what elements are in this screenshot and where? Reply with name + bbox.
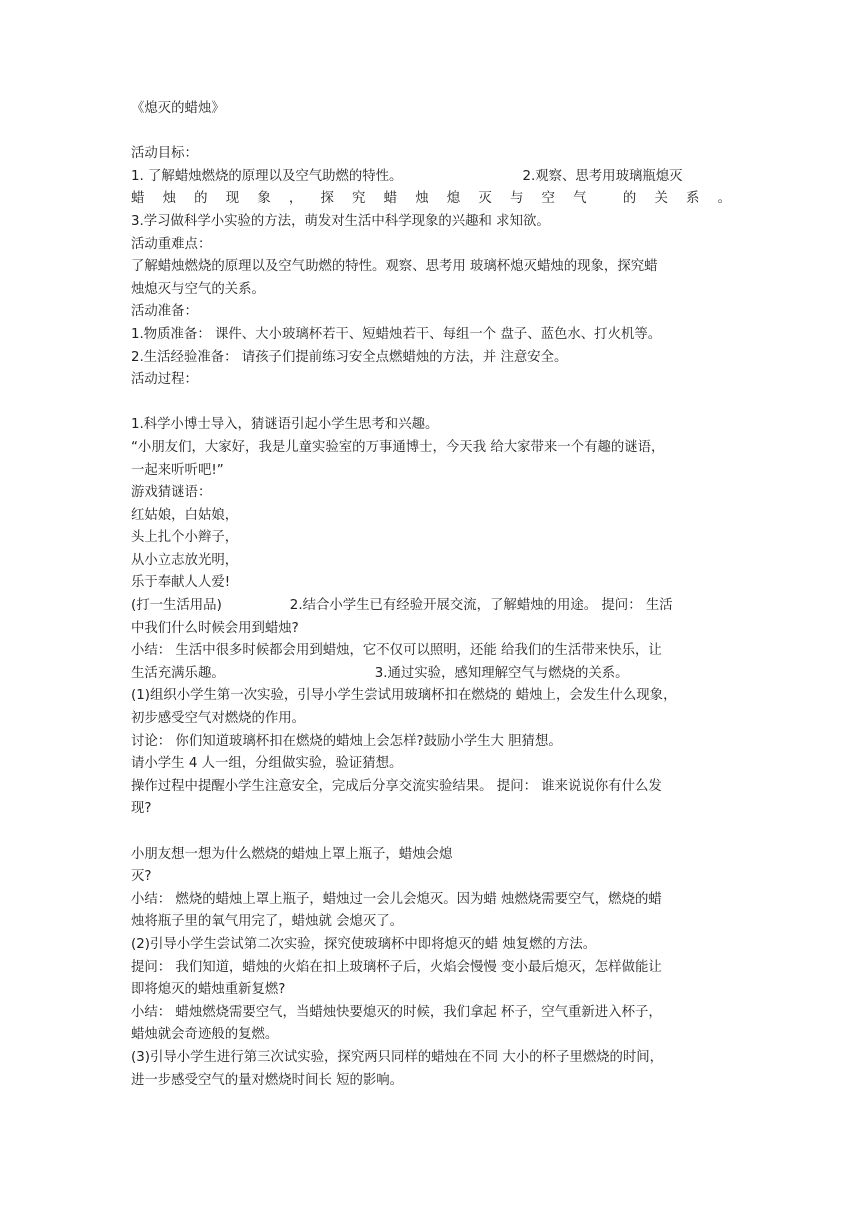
- riddle-line: 头上扎个小辫子，: [131, 530, 239, 546]
- prep-material: 1.物质准备： 课件、大小玻璃杯若干、短蜡烛若干、每组一个 盘子、蓝色水、打火机等。: [131, 326, 662, 342]
- summary-1-line-1: 小结： 生活中很多时候都会用到蜡烛，它不仅可以照明，还能 给我们的生活带来快乐，让: [131, 643, 662, 659]
- goal-char: 熄: [446, 191, 461, 207]
- key-text-2: 烛熄灭与空气的关系。: [131, 281, 265, 297]
- riddle-line: 红姑娘，白姑娘，: [131, 507, 239, 523]
- step-2-continued: 中我们什么时候会用到蜡烛?: [131, 620, 299, 636]
- goal-char: 蜡: [383, 191, 398, 207]
- goal-line-1: [131, 166, 731, 189]
- summary-1-end: 生活充满乐趣。: [131, 665, 225, 681]
- discussion: 讨论： 你们知道玻璃杯扣在燃烧的蜡烛上会怎样?鼓励小学生大 胆猜想。: [131, 733, 562, 749]
- operation-line-2: 现?: [131, 801, 152, 817]
- goal-char: 的: [622, 191, 637, 207]
- riddle-heading: 游戏猜谜语：: [131, 485, 212, 501]
- riddle-line: 从小立志放光明，: [131, 552, 239, 568]
- summary-2-line-2: 烛将瓶子里的氧气用完了，蜡烛就 会熄灭了。: [131, 914, 404, 930]
- riddle-line: 乐于奉献人人爱!: [131, 575, 231, 591]
- question-2-line-2: 即将熄灭的蜡烛重新复燃?: [131, 982, 286, 998]
- question-2-line-1: 提问： 我们知道，蜡烛的火焰在扣上玻璃杯子后，火焰会慢慢 变小最后熄灭，怎样做能让: [131, 959, 662, 975]
- goal-char: 空: [541, 191, 555, 207]
- answer-line: [131, 595, 731, 618]
- goal-char: 灭: [478, 191, 492, 207]
- goal-char: 气: [573, 191, 587, 207]
- goal-char: 系: [686, 191, 700, 207]
- step-1: 1.科学小博士导入，猜谜语引起小学生思考和兴趣。: [131, 417, 439, 433]
- step-3: 3.通过实验，感知理解空气与燃烧的关系。: [374, 665, 629, 681]
- document-title: 《熄灭的蜡烛》: [131, 101, 225, 116]
- quote-line-2: 一起来听听吧!”: [131, 462, 224, 478]
- key-heading: 活动重难点：: [131, 236, 212, 252]
- goal-2-continued: [131, 188, 731, 211]
- operation-line-1: 操作过程中提醒小学生注意安全，完成后分享交流实验结果。 提问： 谁来说说你有什么发: [131, 778, 662, 794]
- experiment-3-line-2: 进一步感受空气的量对燃烧时间长 短的影响。: [131, 1072, 404, 1088]
- goal-char: 的: [194, 191, 208, 207]
- goal-char: 象: [257, 191, 271, 207]
- summary-2-line-1: 小结： 燃烧的蜡烛上罩上瓶子，蜡烛过一会儿会熄灭。因为蜡 烛燃烧需要空气，燃烧的蜡: [131, 891, 662, 907]
- experiment-3-line-1: (3)引导小学生进行第三次试实验，探究两只同样的蜡烛在不同 大小的杯子里燃烧的时间，: [131, 1049, 664, 1065]
- think-line-2: 灭?: [131, 869, 152, 885]
- goal-1: 1. 了解蜡烛燃烧的原理以及空气助燃的特性。: [131, 168, 403, 184]
- summary-3-line-1: 小结： 蜡烛燃烧需要空气，当蜡烛快要熄灭的时候，我们拿起 杯子，空气重新进入杯子，: [131, 1004, 662, 1020]
- goal-char: 究: [352, 191, 366, 207]
- goal-char: 烛: [162, 191, 176, 207]
- document-body: [131, 98, 731, 1092]
- blank-line: [131, 121, 731, 144]
- blank-line: [131, 392, 731, 415]
- think-line-1: 小朋友想一想为什么燃烧的蜡烛上罩上瓶子，蜡烛会熄: [131, 846, 453, 862]
- goal-char: 烛: [415, 191, 429, 207]
- summary-3-line-2: 蜡烛就会奇迹般的复燃。: [131, 1027, 279, 1043]
- goal-char: 。: [717, 191, 731, 207]
- key-text-1: 了解蜡烛燃烧的原理以及空气助燃的特性。观察、思考用 玻璃杯熄灭蜡烛的现象，探究蜡: [131, 259, 658, 275]
- goal-char: 关: [654, 191, 668, 207]
- group-instruction: 请小学生 4 人一组，分组做实验，验证猜想。: [131, 756, 403, 772]
- process-heading: 活动过程：: [131, 372, 198, 388]
- goal-char: ，: [288, 191, 303, 207]
- summary-1-line-2: [131, 663, 731, 686]
- prep-heading: 活动准备：: [131, 304, 198, 320]
- experiment-2: (2)引导小学生尝试第二次实验，探究使玻璃杯中即将熄灭的蜡 烛复燃的方法。: [131, 936, 597, 952]
- step-2: 2.结合小学生已有经验开展交流，了解蜡烛的用途。 提问： 生活: [289, 598, 673, 614]
- goal-char: 探: [320, 191, 334, 207]
- goal-3: 3.学习做科学小实验的方法，萌发对生活中科学现象的兴趣和 求知欲。: [131, 213, 550, 229]
- goal-2-start: 2.观察、思考用玻璃瓶熄灭: [522, 168, 683, 184]
- experiment-1-line-2: 初步感受空气对燃烧的作用。: [131, 711, 306, 727]
- blank-line: [131, 821, 731, 844]
- goal-char: 蜡: [131, 191, 145, 207]
- riddle-answer-hint: (打一生活用品): [131, 598, 222, 614]
- prep-experience: 2.生活经验准备： 请孩子们提前练习安全点燃蜡烛的方法，并 注意安全。: [131, 349, 568, 365]
- goal-char: 与: [509, 191, 524, 207]
- quote-line-1: “小朋友们，大家好，我是儿童实验室的万事通博士，今天我 给大家带来一个有趣的谜语，: [131, 439, 665, 455]
- goal-char: 现: [225, 191, 240, 207]
- goals-heading: 活动目标：: [131, 146, 198, 162]
- experiment-1-line-1: (1)组织小学生第一次实验，引导小学生尝试用玻璃杯扣在燃烧的 蜡烛上，会发生什么现象，: [131, 688, 677, 704]
